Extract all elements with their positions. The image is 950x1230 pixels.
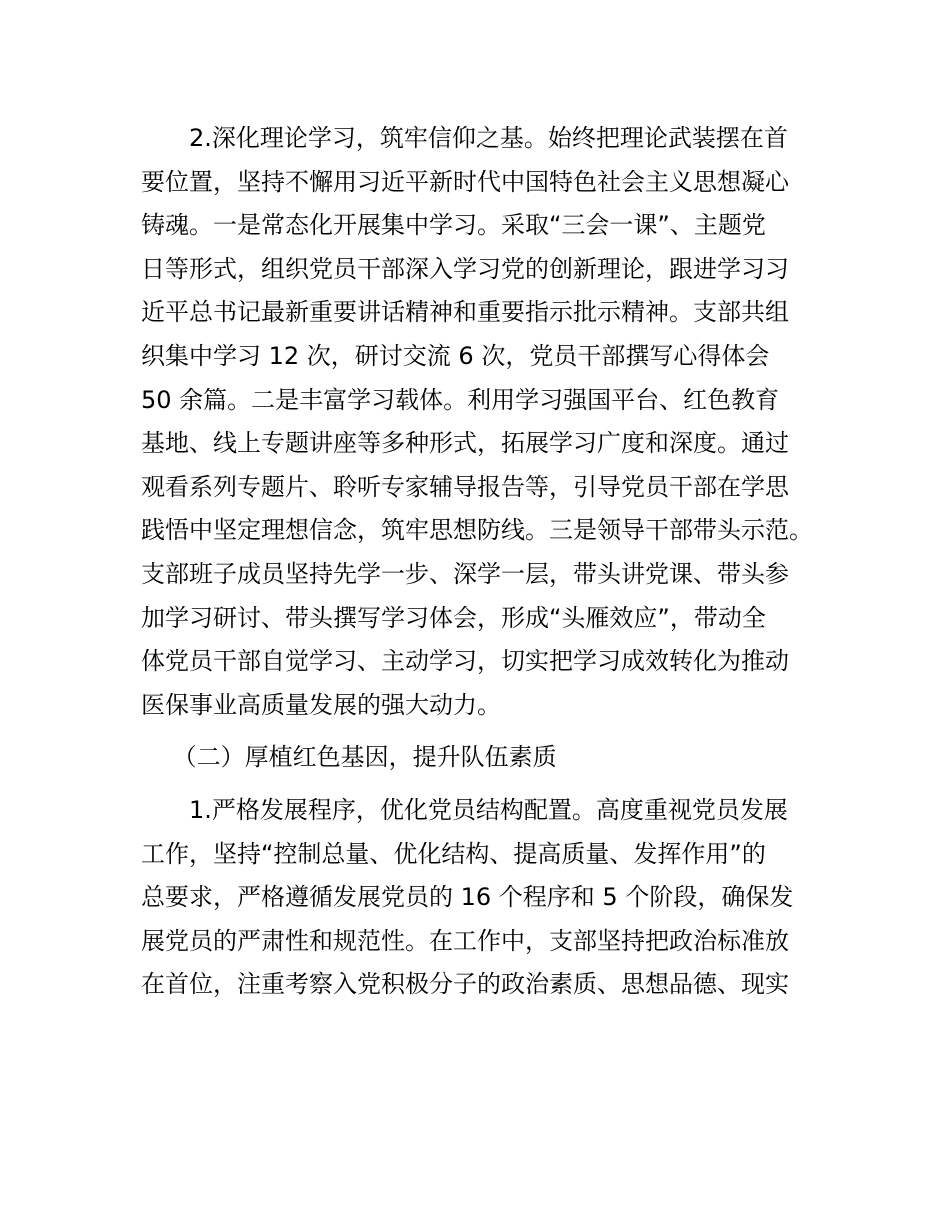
text-line: 加学习研讨、带头撰写学习体会，形成“头雁效应”，带动全	[141, 603, 766, 632]
text-line: 日等形式，组织党员干部深入学习党的创新理论，跟进学习习	[141, 254, 789, 283]
text-line: 基地、线上专题讲座等多种形式，拓展学习广度和深度。通过	[141, 429, 789, 458]
text-line: 1.严格发展程序，优化党员结构配置。高度重视党员发展	[141, 795, 788, 824]
document-body	[141, 117, 821, 1007]
text-line: 体党员干部自觉学习、主动学习，切实把学习成效转化为推动	[141, 647, 789, 676]
text-line: 2.深化理论学习，筑牢信仰之基。始终把理论武装摆在首	[141, 124, 788, 152]
paragraph-strict-procedure	[141, 789, 821, 1007]
text-line: 50 余篇。二是丰富学习载体。利用学习强国平台、红色教育	[141, 385, 780, 414]
text-line: 践悟中坚定理想信念，筑牢思想防线。三是领导干部带头示范。	[141, 516, 813, 545]
text-line: 要位置，坚持不懈用习近平新时代中国特色社会主义思想凝心	[141, 167, 789, 196]
paragraph-deepen-theory	[141, 117, 821, 727]
paragraph-gap	[141, 727, 821, 736]
text-line: 展党员的严肃性和规范性。在工作中，支部坚持把政治标准放	[141, 926, 789, 955]
text-line: 近平总书记最新重要讲话精神和重要指示批示精神。支部共组	[141, 298, 789, 327]
section-heading	[141, 736, 821, 780]
text-line: 铸魂。一是常态化开展集中学习。采取“三会一课”、主题党	[141, 211, 766, 240]
text-line: 医保事业高质量发展的强大动力。	[141, 690, 501, 719]
paragraph-gap	[141, 780, 821, 789]
text-line: 支部班子成员坚持先学一步、深学一层，带头讲党课、带头参	[141, 559, 789, 588]
text-line: 观看系列专题片、聆听专家辅导报告等，引导党员干部在学思	[141, 472, 789, 501]
text-line: 织集中学习 12 次，研讨交流 6 次，党员干部撰写心得体会	[141, 341, 770, 370]
text-line: 总要求，严格遵循发展党员的 16 个程序和 5 个阶段，确保发	[141, 883, 794, 912]
text-line: 工作，坚持“控制总量、优化结构、提高质量、发挥作用”的	[141, 839, 766, 868]
heading-line: （二）厚植红色基因，提升队伍素质	[141, 743, 557, 772]
text-line: 在首位，注重考察入党积极分子的政治素质、思想品德、现实	[141, 970, 789, 999]
